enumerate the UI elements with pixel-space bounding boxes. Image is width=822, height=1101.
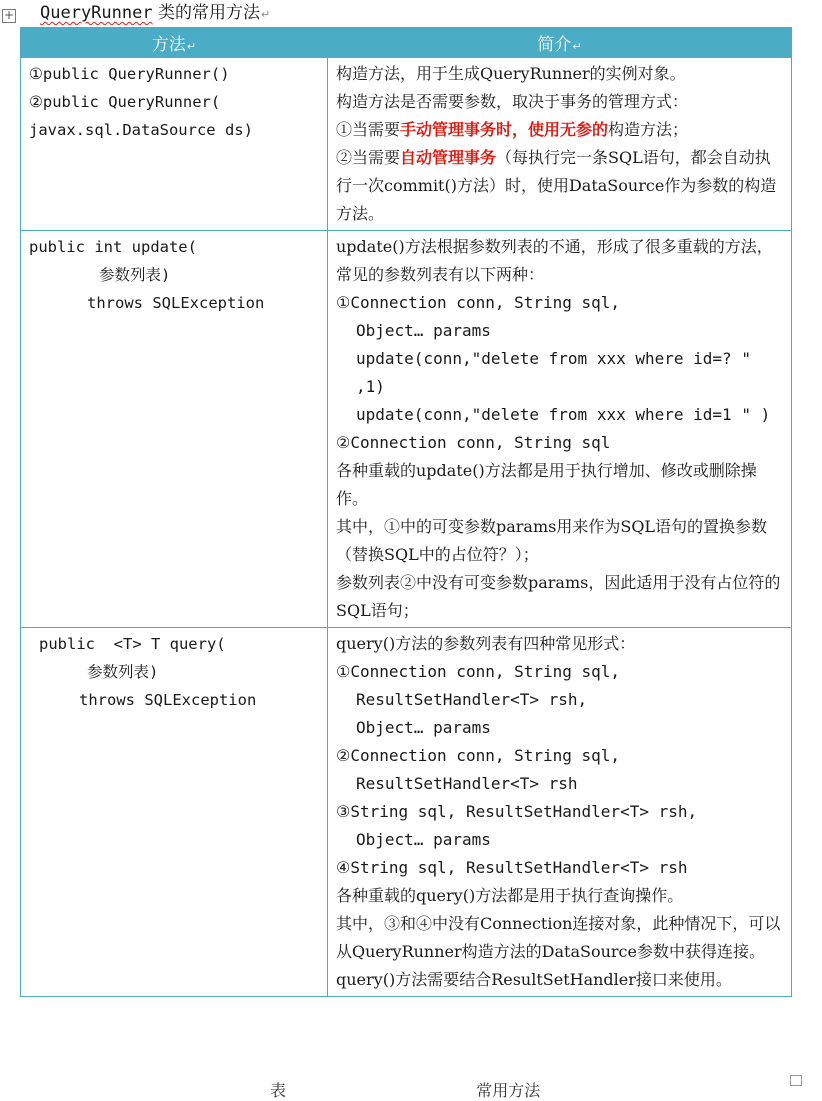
desc-code-line: ①Connection conn, String sql,	[336, 293, 621, 312]
desc-line: ①当需要手动管理事务时，使用无参的构造方法；	[336, 120, 689, 139]
desc-code-line: update(conn,"delete from xxx where id=1 " )	[356, 405, 771, 424]
caption-class-name: QueryRunner	[40, 3, 153, 23]
table-row	[21, 231, 792, 628]
desc-line: 各种重载的query()方法都是用于执行查询操作。	[336, 886, 684, 905]
method-line: ①public QueryRunner()	[29, 65, 230, 83]
method-line: throws SQLException	[87, 294, 265, 312]
desc-line: query()方法的参数列表有四种常见形式：	[336, 634, 636, 653]
method-line: javax.sql.DataSource ds)	[29, 121, 253, 139]
description-cell	[328, 231, 792, 628]
method-line: public <T> T query(	[39, 635, 226, 653]
table-caption	[40, 2, 270, 26]
highlight-text: 手动管理事务时，使用无参的	[400, 120, 609, 139]
desc-line: 各种重载的update()方法都是用于执行增加、修改或删除操作。	[336, 461, 757, 508]
desc-line: 其中，③和④中没有Connection连接对象，此种情况下，可以从QueryRunner构造方法的DataSource参数中获得连接。	[336, 914, 781, 961]
method-line: 参数列表)	[87, 663, 159, 681]
method-line: throws SQLException	[79, 691, 257, 709]
methods-table	[20, 27, 792, 997]
desc-code-line: ②Connection conn, String sql,	[336, 746, 621, 765]
highlight-text: 自动管理事务	[400, 148, 497, 167]
header-description: 简介↵	[328, 28, 792, 58]
desc-line: 构造方法是否需要参数，取决于事务的管理方式：	[336, 92, 689, 111]
desc-line: query()方法需要结合ResultSetHandler接口来使用。	[336, 970, 732, 989]
desc-line: 其中，①中的可变参数params用来作为SQL语句的置换参数（替换SQL中的占位符？）；	[336, 517, 768, 564]
desc-code-line: Object… params	[356, 718, 491, 737]
desc-code-line: update(conn,"delete from xxx where id=? " ,1)	[356, 349, 751, 396]
desc-line: 构造方法，用于生成QueryRunner的实例对象。	[336, 64, 686, 83]
desc-code-line: ④String sql, ResultSetHandler<T> rsh	[336, 858, 688, 877]
method-cell	[21, 58, 328, 231]
desc-code-line: Object… params	[356, 830, 491, 849]
table-row	[21, 58, 792, 231]
method-cell	[21, 231, 328, 628]
paragraph-mark-icon: ↵	[261, 8, 271, 21]
desc-code-line: ②Connection conn, String sql	[336, 433, 611, 452]
desc-line: 参数列表②中没有可变参数params，因此适用于没有占位符的SQL语句；	[336, 573, 781, 620]
table-resize-handle-icon[interactable]	[790, 1075, 802, 1086]
desc-code-line: ResultSetHandler<T> rsh,	[356, 690, 588, 709]
desc-code-line: Object… params	[356, 321, 491, 340]
desc-line: update()方法根据参数列表的不通，形成了很多重载的方法，常见的参数列表有以下两种：	[336, 237, 773, 284]
desc-code-line: ①Connection conn, String sql,	[336, 662, 621, 681]
method-line: 参数列表)	[99, 266, 171, 284]
table-header-row	[21, 28, 792, 58]
desc-code-line: ResultSetHandler<T> rsh	[356, 774, 578, 793]
header-method: 方法↵	[21, 28, 328, 58]
table-row	[21, 628, 792, 997]
method-cell	[21, 628, 328, 997]
description-cell	[328, 628, 792, 997]
description-cell	[328, 58, 792, 231]
next-caption-partial: 表 常用方法	[270, 1081, 541, 1100]
method-line: ②public QueryRunner(	[29, 93, 221, 111]
table-move-handle-icon[interactable]: +	[3, 8, 15, 22]
desc-line: ②当需要自动管理事务（每执行完一条SQL语句，都会自动执行一次commit()方法）时，使用DataSource作为参数的构造方法。	[336, 148, 777, 223]
caption-text: 类的常用方法	[152, 3, 260, 23]
desc-code-line: ③String sql, ResultSetHandler<T> rsh,	[336, 802, 698, 821]
method-line: public int update(	[29, 238, 197, 256]
